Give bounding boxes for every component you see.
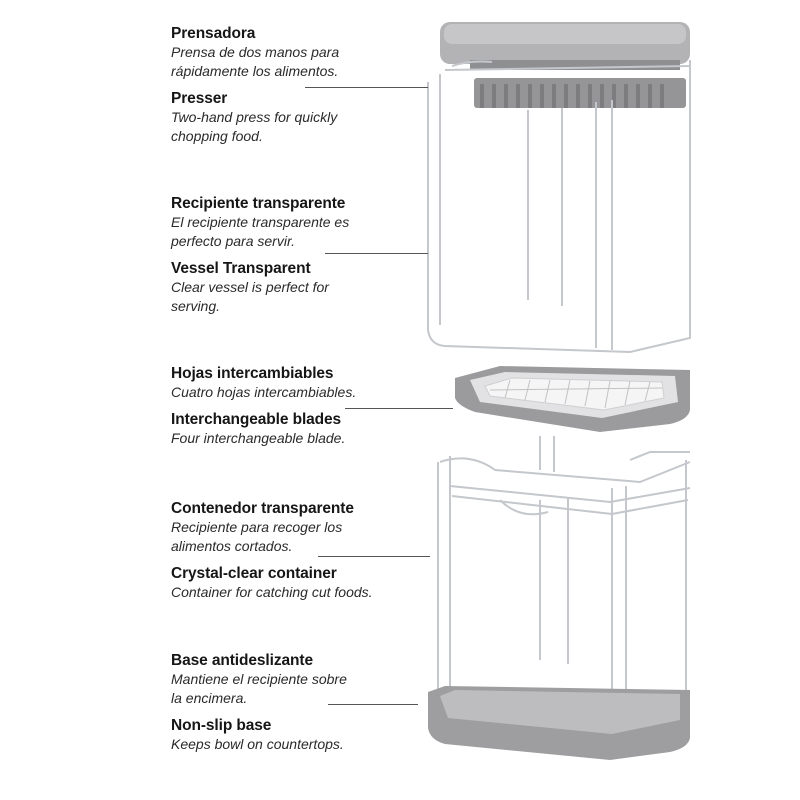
vessel-en-desc-line-2: serving. xyxy=(171,298,221,314)
feature-vessel xyxy=(171,194,421,316)
presser-en-desc-line-1: Two-hand press for quickly xyxy=(171,109,338,125)
vessel-es-desc-line-2: perfecto para servir. xyxy=(171,233,295,249)
presser-es-desc-line-1: Prensa de dos manos para xyxy=(171,44,340,60)
container-es-desc-line-2: alimentos cortados. xyxy=(171,538,293,554)
vessel-es-desc-line-1: El recipiente transparente es xyxy=(171,214,350,230)
vessel-en-desc-line-1: Clear vessel is perfect for xyxy=(171,279,329,295)
container-en-title: Crystal-clear container xyxy=(171,565,337,582)
container-en-desc-line-1: Container for catching cut foods. xyxy=(171,584,373,600)
presser-es-title: Prensadora xyxy=(171,25,256,42)
container-leader-line xyxy=(318,556,430,557)
blades-es-title: Hojas intercambiables xyxy=(171,365,334,382)
feature-blades xyxy=(171,364,421,448)
container-es-title: Contenedor transparente xyxy=(171,500,354,517)
presser-en-desc-line-2: chopping food. xyxy=(171,128,263,144)
non-slip-base-icon xyxy=(428,686,690,760)
presser-lid-icon xyxy=(440,22,690,108)
blades-en-title: Interchangeable blades xyxy=(171,411,342,428)
base-en-desc-line-1: Keeps bowl on countertops. xyxy=(171,736,344,752)
base-leader-line xyxy=(328,704,418,705)
container-es-desc-line-1: Recipiente para recoger los xyxy=(171,519,343,535)
presser-es-desc-line-2: rápidamente los alimentos. xyxy=(171,63,339,79)
blade-tray-icon xyxy=(455,366,690,432)
presser-en-title: Presser xyxy=(171,90,228,107)
base-es-desc-line-2: la encimera. xyxy=(171,690,248,706)
blades-leader-line xyxy=(345,408,453,409)
feature-base xyxy=(171,651,421,754)
blades-en-desc-line-1: Four interchangeable blade. xyxy=(171,430,346,446)
vessel-leader-line xyxy=(325,253,428,254)
vessel-es-title: Recipiente transparente xyxy=(171,195,346,212)
base-es-desc-line-1: Mantiene el recipiente sobre xyxy=(171,671,347,687)
base-en-title: Non-slip base xyxy=(171,717,272,734)
base-es-title: Base antideslizante xyxy=(171,652,313,669)
vessel-en-title: Vessel Transparent xyxy=(171,260,311,277)
feature-presser xyxy=(171,24,421,146)
blades-es-desc-line-1: Cuatro hojas intercambiables. xyxy=(171,384,357,400)
feature-container xyxy=(171,499,421,602)
presser-leader-line xyxy=(305,87,428,88)
